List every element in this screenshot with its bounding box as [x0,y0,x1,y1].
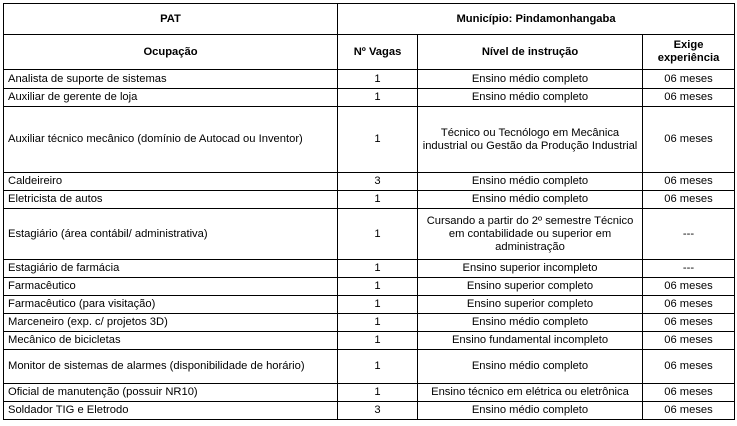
vacancies-cell: 1 [338,209,418,260]
occupation-cell: Monitor de sistemas de alarmes (disponibilidade de horário) [4,350,338,384]
table-row [4,314,735,332]
table-row [4,402,735,420]
education-cell: Cursando a partir do 2º semestre Técnico em contabilidade ou superior em administração [418,209,643,260]
occupation-cell: Estagiário de farmácia [4,260,338,278]
education-cell: Técnico ou Tecnólogo em Mecânica industrial ou Gestão da Produção Industrial [418,107,643,173]
table-row [4,350,735,384]
education-cell: Ensino médio completo [418,191,643,209]
occupation-cell: Marceneiro (exp. c/ projetos 3D) [4,314,338,332]
experience-cell: 06 meses [643,107,735,173]
table-row [4,173,735,191]
vacancies-cell: 1 [338,350,418,384]
table-row [4,384,735,402]
vacancies-cell: 1 [338,384,418,402]
education-cell: Ensino superior completo [418,296,643,314]
occupation-cell: Auxiliar técnico mecânico (domínio de Autocad ou Inventor) [4,107,338,173]
education-cell: Ensino médio completo [418,89,643,107]
education-cell: Ensino médio completo [418,402,643,420]
column-header-vacancies: Nº Vagas [338,35,418,70]
occupation-cell: Eletricista de autos [4,191,338,209]
table-row [4,296,735,314]
education-cell: Ensino médio completo [418,70,643,89]
vacancies-cell: 1 [338,278,418,296]
vacancies-cell: 1 [338,332,418,350]
education-cell: Ensino técnico em elétrica ou eletrônica [418,384,643,402]
education-cell: Ensino superior completo [418,278,643,296]
experience-cell: 06 meses [643,89,735,107]
experience-cell: 06 meses [643,402,735,420]
experience-cell: --- [643,260,735,278]
table-body [4,70,735,420]
experience-cell: 06 meses [643,350,735,384]
column-header-experience: Exige experiência [643,35,735,70]
occupation-cell: Analista de suporte de sistemas [4,70,338,89]
vacancies-cell: 1 [338,70,418,89]
education-cell: Ensino médio completo [418,314,643,332]
vacancies-cell: 3 [338,402,418,420]
column-header-row [4,35,735,70]
table-title-row [4,4,735,35]
experience-cell: 06 meses [643,296,735,314]
experience-cell: 06 meses [643,191,735,209]
vacancies-cell: 1 [338,314,418,332]
experience-cell: 06 meses [643,173,735,191]
table-row [4,107,735,173]
column-header-occupation: Ocupação [4,35,338,70]
experience-cell: 06 meses [643,332,735,350]
occupation-cell: Farmacêutico (para visitação) [4,296,338,314]
table-row [4,89,735,107]
occupation-cell: Farmacêutico [4,278,338,296]
vacancies-cell: 1 [338,191,418,209]
table-row [4,191,735,209]
job-vacancies-table [3,3,735,420]
table-row [4,260,735,278]
column-header-education: Nível de instrução [418,35,643,70]
experience-cell: 06 meses [643,384,735,402]
education-cell: Ensino fundamental incompleto [418,332,643,350]
table-row [4,332,735,350]
vacancies-cell: 3 [338,173,418,191]
education-cell: Ensino médio completo [418,350,643,384]
occupation-cell: Estagiário (área contábil/ administrativa) [4,209,338,260]
vacancies-cell: 1 [338,107,418,173]
vacancies-cell: 1 [338,260,418,278]
occupation-cell: Mecânico de bicicletas [4,332,338,350]
vacancies-cell: 1 [338,89,418,107]
vacancies-cell: 1 [338,296,418,314]
table-row [4,209,735,260]
occupation-cell: Oficial de manutenção (possuir NR10) [4,384,338,402]
occupation-cell: Soldador TIG e Eletrodo [4,402,338,420]
table-row [4,278,735,296]
occupation-cell: Auxiliar de gerente de loja [4,89,338,107]
experience-cell: 06 meses [643,278,735,296]
table-row [4,70,735,89]
experience-cell: 06 meses [643,314,735,332]
occupation-cell: Caldeireiro [4,173,338,191]
education-cell: Ensino superior incompleto [418,260,643,278]
experience-cell: 06 meses [643,70,735,89]
pat-title: PAT [4,4,338,35]
education-cell: Ensino médio completo [418,173,643,191]
experience-cell: --- [643,209,735,260]
municipality-title: Município: Pindamonhangaba [338,4,735,35]
